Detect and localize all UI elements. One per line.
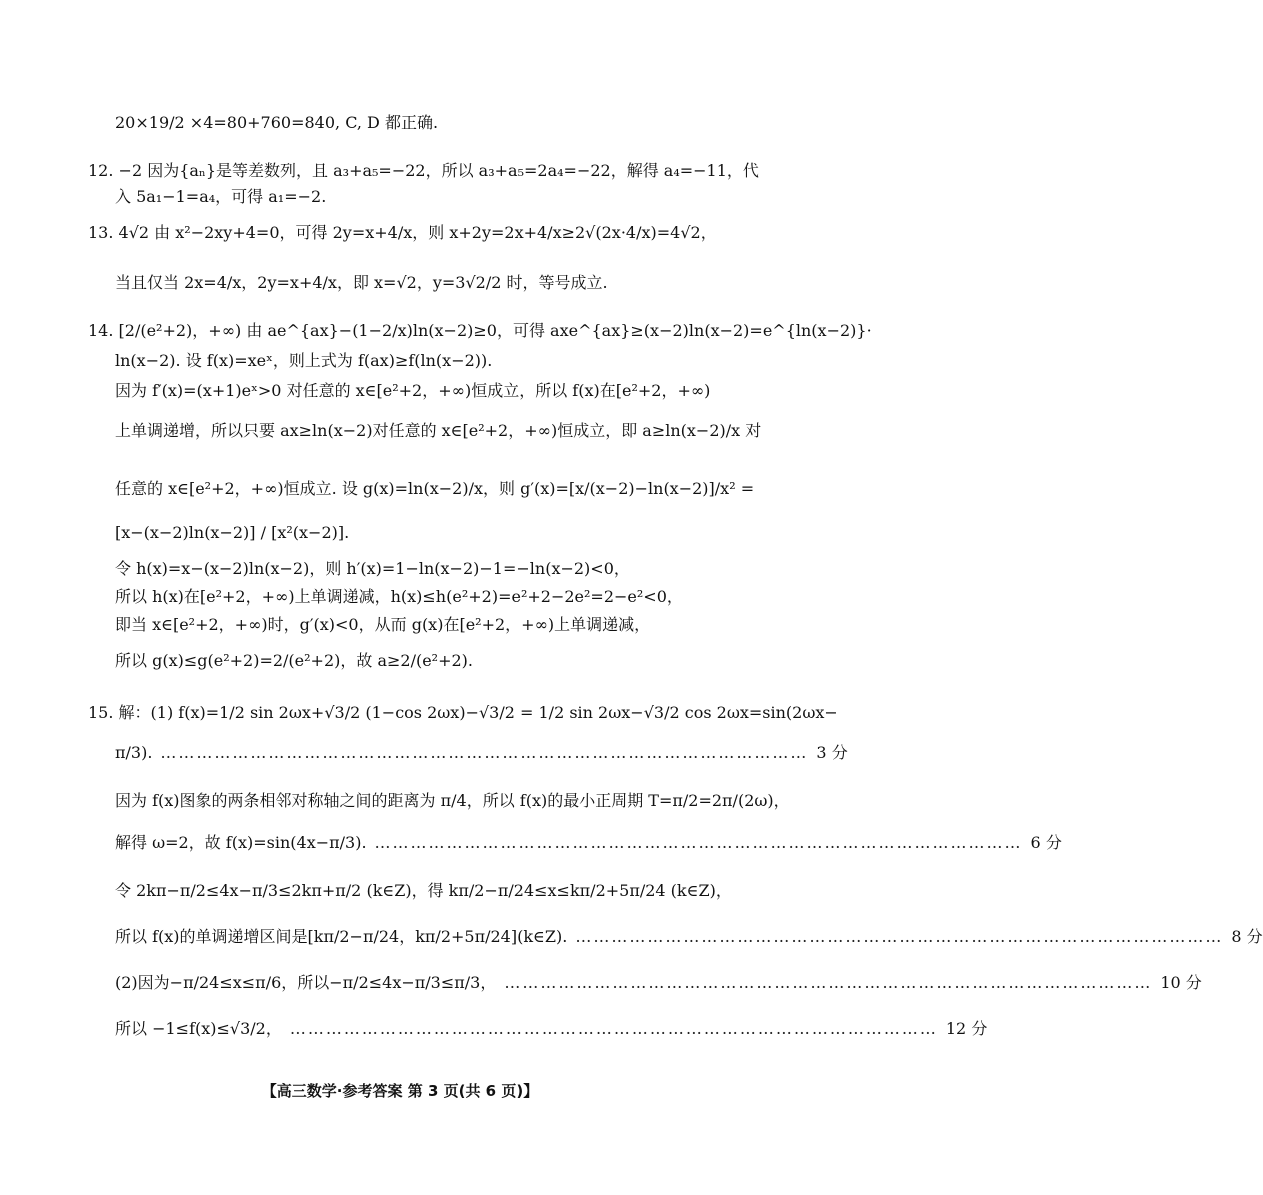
page-footer: 【高三数学·参考答案 第 3 页(共 6 页)】 bbox=[261, 1082, 539, 1100]
text-line-q14-h: 所以 h(x)在[e²+2，+∞)上单调递减，h(x)≤h(e²+2)=e²+2−2e²=2−e²<0， bbox=[115, 587, 683, 606]
score-row bbox=[115, 742, 848, 764]
text-line-q14-e: 任意的 x∈[e²+2，+∞)恒成立. 设 g(x)=ln(x−2)/x，则 g′(x)=[x/(x−2)−ln(x−2)]/x² = bbox=[115, 479, 755, 498]
scored-text: π/3). bbox=[115, 743, 153, 762]
text-line-q14-j: 所以 g(x)≤g(e²+2)=2/(e²+2)，故 a≥2/(e²+2). bbox=[115, 651, 474, 670]
score-row bbox=[115, 926, 1263, 948]
score-label: 8 分 bbox=[1231, 927, 1263, 946]
text-line-q15-b: 因为 f(x)图象的两条相邻对称轴之间的距离为 π/4，所以 f(x)的最小正周期 T=π/2=2π/(2ω)， bbox=[115, 791, 790, 810]
text-line-q14-d: 上单调递增，所以只要 ax≥ln(x−2)对任意的 x∈[e²+2，+∞)恒成立，即 a≥ln(x−2)/x 对 bbox=[115, 421, 762, 440]
score-label: 12 分 bbox=[945, 1019, 988, 1038]
dot-leader: ……………………………………………………………………………………………… bbox=[289, 1019, 938, 1038]
scored-text: (2)因为−π/24≤x≤π/6，所以−π/2≤4x−π/3≤π/3， bbox=[115, 973, 497, 992]
score-row bbox=[115, 832, 1062, 854]
dot-leader: ……………………………………………………………………………………………… bbox=[504, 973, 1153, 992]
text-line-q13-cont: 当且仅当 2x=4/x，2y=x+4/x，即 x=√2，y=3√2/2 时，等号成立. bbox=[115, 273, 608, 292]
text-line-q14-i: 即当 x∈[e²+2，+∞)时，g′(x)<0，从而 g(x)在[e²+2，+∞)上单调递减， bbox=[115, 615, 651, 634]
scored-text: 解得 ω=2，故 f(x)=sin(4x−π/3). bbox=[115, 833, 367, 852]
dot-leader: ……………………………………………………………………………………………… bbox=[575, 927, 1224, 946]
text-line-q14-g: 令 h(x)=x−(x−2)ln(x−2)，则 h′(x)=1−ln(x−2)−1=−ln(x−2)<0， bbox=[115, 559, 630, 578]
text-line-q11-tail: 20×19/2 ×4=80+760=840, C, D 都正确. bbox=[115, 113, 439, 132]
score-label: 6 分 bbox=[1030, 833, 1062, 852]
text-line-q14-c: 因为 f′(x)=(x+1)eˣ>0 对任意的 x∈[e²+2，+∞)恒成立，所以 f(x)在[e²+2，+∞) bbox=[115, 381, 711, 400]
scored-text: 所以 f(x)的单调递增区间是[kπ/2−π/24，kπ/2+5π/24](k∈Z). bbox=[115, 927, 568, 946]
text-line-q12: 12. −2 因为{aₙ}是等差数列，且 a₃+a₅=−22，所以 a₃+a₅=2a₄=−22，解得 a₄=−11，代 bbox=[88, 161, 759, 180]
text-line-q14: 14. [2/(e²+2)，+∞) 由 ae^{ax}−(1−2/x)ln(x−2)≥0，可得 axe^{ax}≥(x−2)ln(x−2)=e^{ln(x−2)}· bbox=[88, 321, 872, 340]
text-line-q15-c: 令 2kπ−π/2≤4x−π/3≤2kπ+π/2 (k∈Z)，得 kπ/2−π/24≤x≤kπ/2+5π/24 (k∈Z)， bbox=[115, 881, 732, 900]
score-row bbox=[115, 1018, 988, 1040]
text-line-q12-cont: 入 5a₁−1=a₄，可得 a₁=−2. bbox=[115, 187, 327, 206]
score-label: 3 分 bbox=[816, 743, 848, 762]
score-row bbox=[115, 972, 1202, 994]
dot-leader: ……………………………………………………………………………………………… bbox=[374, 833, 1023, 852]
text-line-q14-b: ln(x−2). 设 f(x)=xeˣ，则上式为 f(ax)≥f(ln(x−2)). bbox=[115, 351, 493, 370]
score-label: 10 分 bbox=[1160, 973, 1202, 992]
text-line-q15: 15. 解：(1) f(x)=1/2 sin 2ωx+√3/2 (1−cos 2ωx)−√3/2 = 1/2 sin 2ωx−√3/2 cos 2ωx=sin(2ωx− bbox=[88, 703, 838, 722]
text-line-q14-f: [x−(x−2)ln(x−2)] / [x²(x−2)]. bbox=[115, 523, 350, 542]
scored-text: 所以 −1≤f(x)≤√3/2， bbox=[115, 1019, 282, 1038]
dot-leader: ……………………………………………………………………………………………… bbox=[160, 743, 809, 762]
text-line-q13: 13. 4√2 由 x²−2xy+4=0，可得 2y=x+4/x，则 x+2y=2x+4/x≥2√(2x·4/x)=4√2， bbox=[88, 223, 717, 242]
